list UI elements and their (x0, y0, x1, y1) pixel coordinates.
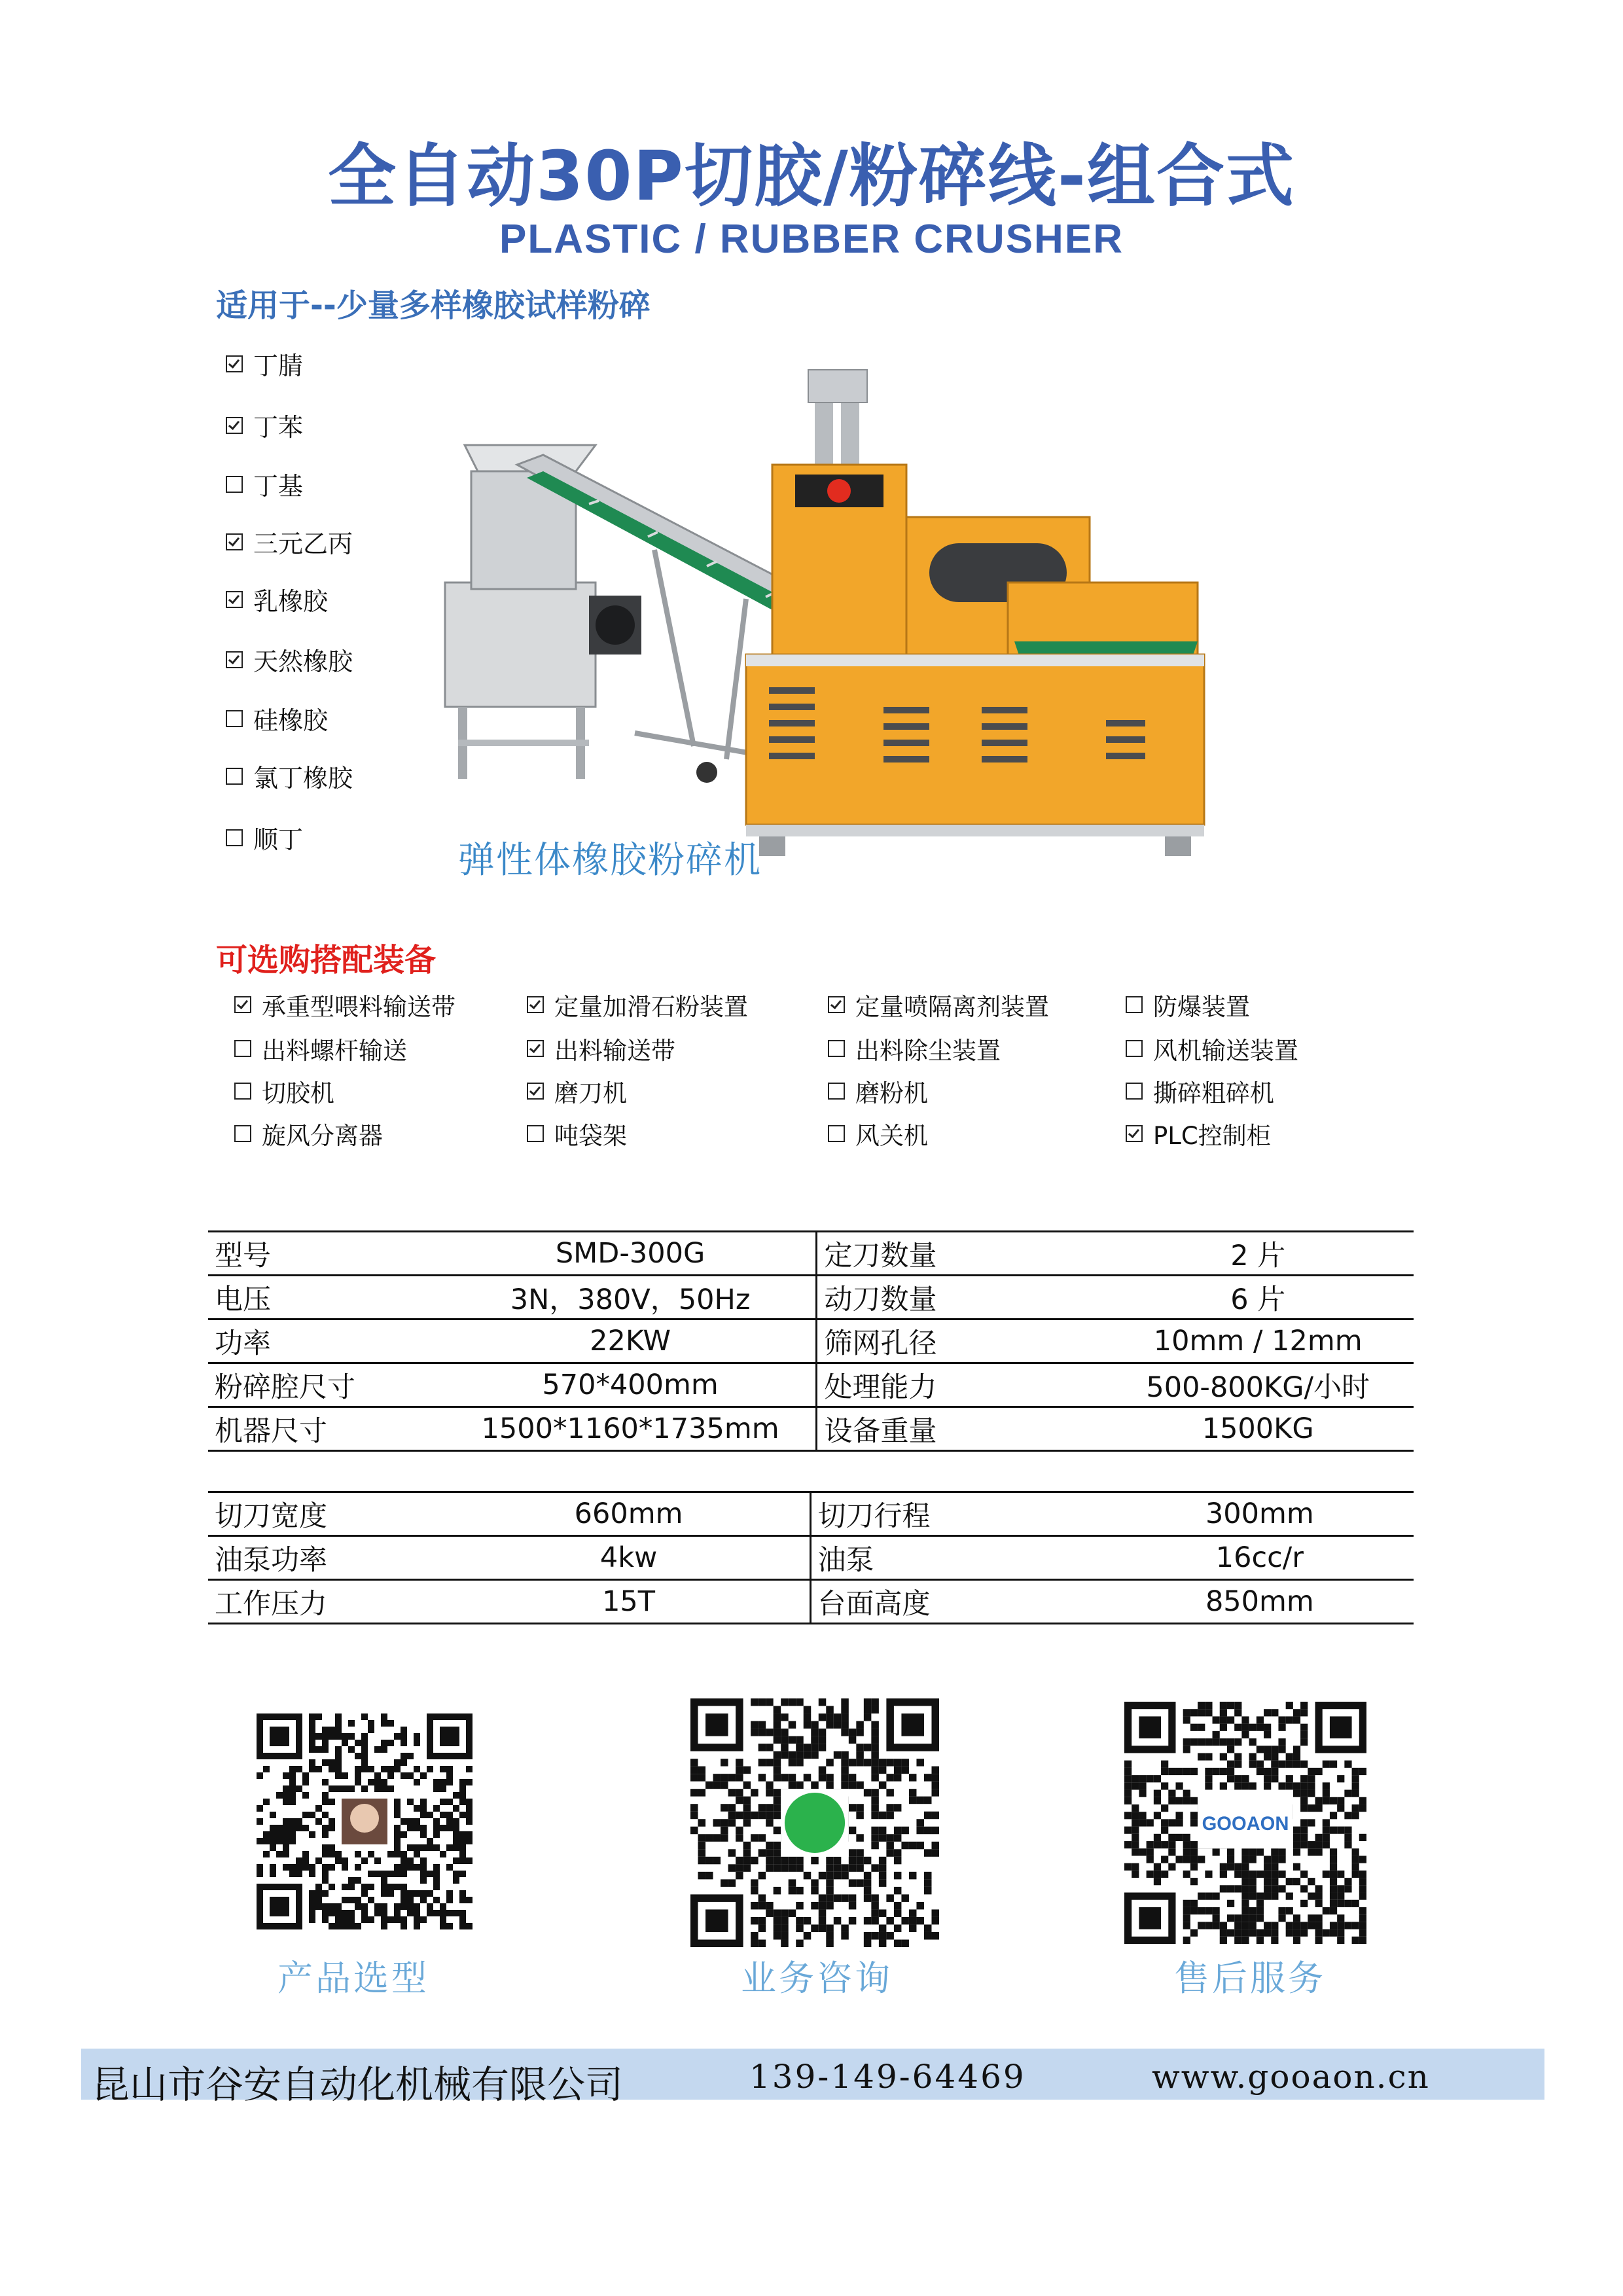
material-label: 乳橡胶 (253, 587, 329, 616)
spec-value: 15T (448, 1580, 810, 1624)
unchecked-box-icon[interactable] (226, 768, 243, 785)
spec-value: 1500KG (1102, 1407, 1414, 1451)
website-link[interactable]: www.gooaon.cn (1152, 2058, 1430, 2096)
machine-caption: 弹性体橡胶粉碎机 (458, 839, 762, 882)
spec-value: 570*400mm (445, 1363, 817, 1407)
spec-row (208, 1580, 1414, 1624)
spec-value: SMD-300G (445, 1232, 817, 1276)
material-label: 三元乙丙 (253, 529, 353, 558)
unchecked-box-icon[interactable] (527, 1125, 544, 1142)
material-label: 硅橡胶 (253, 706, 329, 735)
option-label: 吨袋架 (554, 1122, 627, 1150)
option-label: 定量喷隔离剂装置 (855, 993, 1049, 1021)
spec-label: 型号 (208, 1232, 445, 1276)
option-label: 定量加滑石粉装置 (554, 993, 748, 1021)
spec-label: 台面高度 (810, 1580, 1106, 1624)
spec-table-main (208, 1230, 1414, 1452)
spec-label: 功率 (208, 1319, 445, 1363)
unchecked-box-icon[interactable] (828, 1125, 845, 1142)
checked-box-icon[interactable] (226, 417, 243, 434)
spec-row (208, 1536, 1414, 1580)
spec-value: 500-800KG/小时 (1102, 1363, 1414, 1407)
checked-box-icon[interactable] (1126, 1125, 1143, 1142)
spec-label: 筛网孔径 (817, 1319, 1102, 1363)
option-label: 出料输送带 (554, 1037, 675, 1065)
option-label: 磨粉机 (855, 1079, 928, 1107)
option-label: 防爆装置 (1153, 993, 1250, 1021)
spec-label: 切刀行程 (810, 1492, 1106, 1536)
spec-value: 2 片 (1102, 1232, 1414, 1276)
spec-value: 850mm (1106, 1580, 1414, 1624)
option-item (1126, 1031, 1298, 1066)
qr-label-business-consulting: 业务咨询 (741, 1958, 893, 1999)
spec-value: 300mm (1106, 1492, 1414, 1536)
unchecked-box-icon[interactable] (1126, 996, 1143, 1013)
spec-label: 机器尺寸 (208, 1407, 445, 1451)
spec-label: 切刀宽度 (208, 1492, 448, 1536)
spec-row (208, 1363, 1414, 1407)
qr-label-product-selection: 产品选型 (277, 1958, 429, 1999)
page-title-english: PLASTIC / RUBBER CRUSHER (499, 217, 1124, 262)
qr-code-after-sales (1124, 1702, 1366, 1944)
checked-box-icon[interactable] (226, 651, 243, 668)
option-label: 承重型喂料输送带 (262, 993, 455, 1021)
spec-label: 动刀数量 (817, 1276, 1102, 1319)
spec-value: 10mm / 12mm (1102, 1319, 1414, 1363)
spec-label: 油泵功率 (208, 1536, 448, 1580)
option-label: PLC控制柜 (1153, 1122, 1271, 1150)
spec-label: 处理能力 (817, 1363, 1102, 1407)
unchecked-box-icon[interactable] (1126, 1040, 1143, 1057)
company-name: 昆山市谷安自动化机械有限公司 (92, 2062, 624, 2107)
option-item (234, 987, 455, 1022)
unchecked-box-icon[interactable] (226, 710, 243, 727)
spec-table-hydraulic (208, 1491, 1414, 1624)
option-item (527, 1031, 675, 1066)
option-label: 撕碎粗碎机 (1153, 1079, 1274, 1107)
checked-box-icon[interactable] (828, 996, 845, 1013)
checked-box-icon[interactable] (226, 591, 243, 608)
spec-label: 油泵 (810, 1536, 1106, 1580)
qr-code-business-consulting (690, 1698, 939, 1947)
spec-row (208, 1492, 1414, 1536)
company-logo: GOOAON (1202, 1814, 1289, 1835)
spec-value: 6 片 (1102, 1276, 1414, 1319)
material-item (226, 641, 353, 677)
spec-label: 电压 (208, 1276, 445, 1319)
option-item (527, 987, 748, 1022)
option-item (828, 987, 1049, 1022)
material-item (226, 581, 328, 617)
material-item (226, 758, 353, 794)
material-item (226, 819, 303, 855)
material-label: 天然橡胶 (253, 647, 353, 676)
option-item (527, 1116, 627, 1151)
option-label: 风机输送装置 (1153, 1037, 1298, 1065)
spec-row (208, 1276, 1414, 1319)
qr-label-after-sales: 售后服务 (1174, 1958, 1326, 1999)
material-item (226, 524, 353, 560)
unchecked-box-icon[interactable] (234, 1125, 251, 1142)
material-label: 丁腈 (253, 351, 304, 380)
option-label: 磨刀机 (554, 1079, 627, 1107)
spec-value: 1500*1160*1735mm (445, 1407, 817, 1451)
page-title: 全自动30P切胶/粉碎线-组合式 (327, 136, 1296, 216)
qr-code-product-selection (257, 1713, 473, 1929)
option-item (1126, 1116, 1271, 1151)
spec-value: 16cc/r (1106, 1536, 1414, 1580)
option-item (234, 1116, 383, 1151)
application-subtitle: 适用于--少量多样橡胶试样粉碎 (216, 287, 651, 324)
spec-value: 3N，380V，50Hz (445, 1276, 817, 1319)
option-item (828, 1116, 928, 1151)
unchecked-box-icon[interactable] (828, 1040, 845, 1057)
option-label: 切胶机 (262, 1079, 334, 1107)
option-label: 风关机 (855, 1122, 928, 1150)
spec-label: 工作压力 (208, 1580, 448, 1624)
phone-number: 139-149-64469 (749, 2058, 1026, 2096)
material-label: 氯丁橡胶 (253, 764, 353, 793)
unchecked-box-icon[interactable] (234, 1040, 251, 1057)
spec-label: 粉碎腔尺寸 (208, 1363, 445, 1407)
spec-row (208, 1232, 1414, 1276)
material-item (226, 700, 328, 736)
rubber-cutter-unit (746, 370, 1204, 856)
spec-value: 22KW (445, 1319, 817, 1363)
spec-value: 4kw (448, 1536, 810, 1580)
material-label: 丁基 (253, 472, 304, 501)
wechat-icon (785, 1793, 845, 1853)
option-item (828, 1031, 1001, 1066)
unchecked-box-icon[interactable] (226, 476, 243, 493)
option-label: 出料除尘装置 (855, 1037, 1001, 1065)
material-label: 顺丁 (253, 825, 304, 854)
checked-box-icon[interactable] (527, 996, 544, 1013)
options-title: 可选购搭配装备 (216, 942, 437, 978)
option-label: 旋风分离器 (262, 1122, 383, 1150)
checked-box-icon[interactable] (234, 996, 251, 1013)
spec-row (208, 1319, 1414, 1363)
unchecked-box-icon[interactable] (234, 1083, 251, 1100)
machine-illustration (419, 340, 1230, 916)
option-item (234, 1073, 334, 1109)
spec-label: 定刀数量 (817, 1232, 1102, 1276)
checked-box-icon[interactable] (527, 1040, 544, 1057)
option-item (1126, 987, 1250, 1022)
option-item (527, 1073, 627, 1109)
unchecked-box-icon[interactable] (828, 1083, 845, 1100)
unchecked-box-icon[interactable] (1126, 1083, 1143, 1100)
spec-row (208, 1407, 1414, 1451)
material-label: 丁苯 (253, 413, 304, 442)
material-item (226, 346, 303, 382)
checked-box-icon[interactable] (527, 1083, 544, 1100)
option-item (1126, 1073, 1274, 1109)
material-item (226, 466, 303, 502)
material-item (226, 407, 303, 443)
spec-value: 660mm (448, 1492, 810, 1536)
unchecked-box-icon[interactable] (226, 829, 243, 846)
option-label: 出料螺杆输送 (262, 1037, 407, 1065)
spec-label: 设备重量 (817, 1407, 1102, 1451)
checked-box-icon[interactable] (226, 355, 243, 372)
option-item (234, 1031, 407, 1066)
option-item (828, 1073, 928, 1109)
checked-box-icon[interactable] (226, 533, 243, 550)
